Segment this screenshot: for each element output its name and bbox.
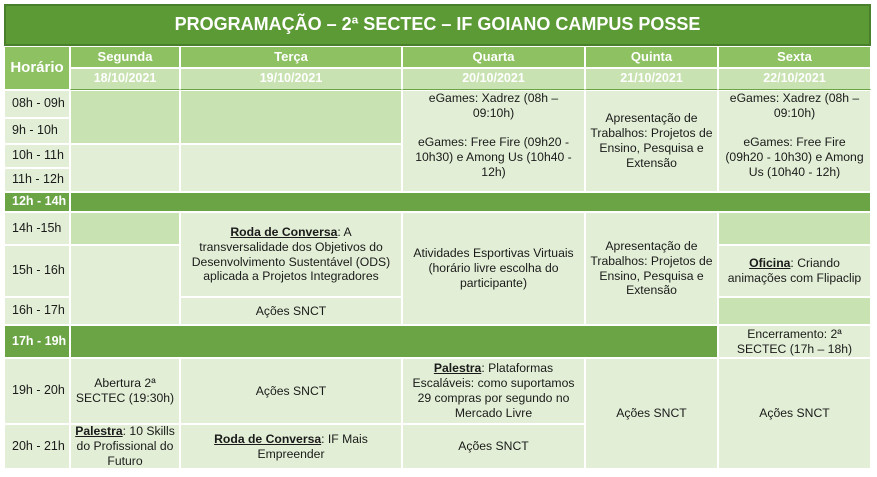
event-label: Roda de Conversa: [230, 224, 338, 239]
day-header-quarta: Quarta: [402, 46, 585, 68]
event-text: Apresentação de Trabalhos: Projetos de Ensino, Pesquisa e Extensão: [590, 238, 713, 298]
empty-cell: [180, 90, 402, 144]
event-sexta-acoes: [718, 358, 871, 469]
event-description: : Plataformas Escaláveis: como suportamos 29 compras por segundo no Mercado Livre: [412, 361, 575, 420]
time-slot: 10h - 11h: [4, 144, 70, 168]
time-slot: 08h - 09h: [4, 90, 70, 118]
event-sexta-morning: [718, 90, 871, 192]
day-date-quarta: 20/10/2021: [402, 68, 585, 90]
empty-cell: [718, 212, 871, 245]
day-date-segunda: 18/10/2021: [70, 68, 180, 90]
event-text: Abertura 2ª SECTEC (19:30h): [75, 376, 175, 405]
event-description: : 10 Skills do Profissional do Futuro: [76, 424, 175, 468]
event-text: [723, 256, 866, 286]
event-segunda-abertura: [70, 358, 180, 424]
event-quarta-morning: [402, 90, 585, 192]
event-text: Ações SNCT: [255, 303, 327, 318]
event-quinta-acoes: [585, 358, 718, 469]
day-header-quinta: Quinta: [585, 46, 718, 68]
empty-cell: [70, 212, 180, 245]
evening-band: 17h - 19h: [4, 325, 70, 358]
event-text: Ações SNCT: [616, 406, 687, 421]
event-quarta-acoes: [402, 424, 585, 469]
lunch-band: 12h - 14h: [4, 192, 70, 212]
event-description: : IF Mais Empreender: [257, 431, 368, 461]
horario-header: Horário: [4, 46, 70, 90]
time-slot: 16h - 17h: [4, 297, 70, 325]
event-quinta-afternoon: [585, 212, 718, 325]
event-text: Encerramento: 2ª SECTEC (17h – 18h): [736, 326, 853, 356]
day-header-sexta: Sexta: [718, 46, 871, 68]
event-text: [185, 225, 397, 285]
day-date-sexta: 22/10/2021: [718, 68, 871, 90]
page-title: PROGRAMAÇÃO – 2ª SECTEC – IF GOIANO CAMPUS POSSE: [4, 4, 871, 46]
time-slot: 9h - 10h: [4, 118, 70, 144]
empty-cell: [70, 245, 180, 325]
event-terca-acoes: [180, 297, 402, 325]
time-slot: 14h -15h: [4, 212, 70, 245]
event-terca-roda-conversa: [180, 212, 402, 297]
event-label: Oficina: [749, 256, 791, 271]
empty-cell: [70, 90, 180, 144]
event-text: [407, 361, 580, 421]
event-text: Ações SNCT: [255, 383, 327, 398]
event-description: : A transversalidade dos Objetivos do Desenvolvimento Sustentável (ODS) aplicada a Projetos Integradores: [191, 224, 391, 284]
time-slot: 11h - 12h: [4, 168, 70, 192]
event-label: Palestra: [433, 361, 482, 376]
event-text: [75, 424, 175, 469]
event-quarta-afternoon: [402, 212, 585, 325]
event-sexta-oficina: [718, 245, 871, 297]
event-text: eGames: Xadrez (08h – 09:10h): [729, 91, 860, 120]
empty-cell: [70, 144, 180, 192]
day-date-terca: 19/10/2021: [180, 68, 402, 90]
event-quinta-morning: [585, 90, 718, 192]
event-text: eGames: Free Fire (09h20 - 10h30) e Among Us (10h40 - 12h): [415, 134, 572, 179]
event-quarta-palestra: [402, 358, 585, 424]
event-text: Ações SNCT: [759, 406, 830, 421]
event-label: Palestra: [75, 424, 123, 439]
lunch-band-fill: [70, 192, 871, 212]
event-segunda-palestra: [70, 424, 180, 469]
empty-cell: [718, 297, 871, 325]
event-text: eGames: Xadrez (08h – 09:10h): [428, 91, 559, 120]
event-description: : Criando animações com Flipaclip: [727, 256, 862, 285]
event-terca-acoes-evening: [180, 358, 402, 424]
empty-cell: [180, 144, 402, 192]
event-terca-roda-conversa-2: [180, 424, 402, 469]
event-label: Roda de Conversa: [214, 431, 322, 446]
day-header-segunda: Segunda: [70, 46, 180, 68]
time-slot: 20h - 21h: [4, 424, 70, 469]
time-slot: 19h - 20h: [4, 358, 70, 424]
event-text: Atividades Esportivas Virtuais (horário livre escolha do participante): [413, 246, 574, 290]
evening-band-fill: [70, 325, 718, 358]
event-text: Apresentação de Trabalhos: Projetos de Ensino, Pesquisa e Extensão: [590, 111, 713, 170]
event-text: eGames: Free Fire (09h20 - 10h30) e Among Us (10h40 - 12h): [725, 134, 864, 179]
day-header-terca: Terça: [180, 46, 402, 68]
time-slot: 15h - 16h: [4, 245, 70, 297]
event-sexta-encerramento: [718, 325, 871, 358]
day-date-quinta: 21/10/2021: [585, 68, 718, 90]
event-text: Ações SNCT: [458, 439, 529, 454]
event-text: [185, 432, 397, 462]
